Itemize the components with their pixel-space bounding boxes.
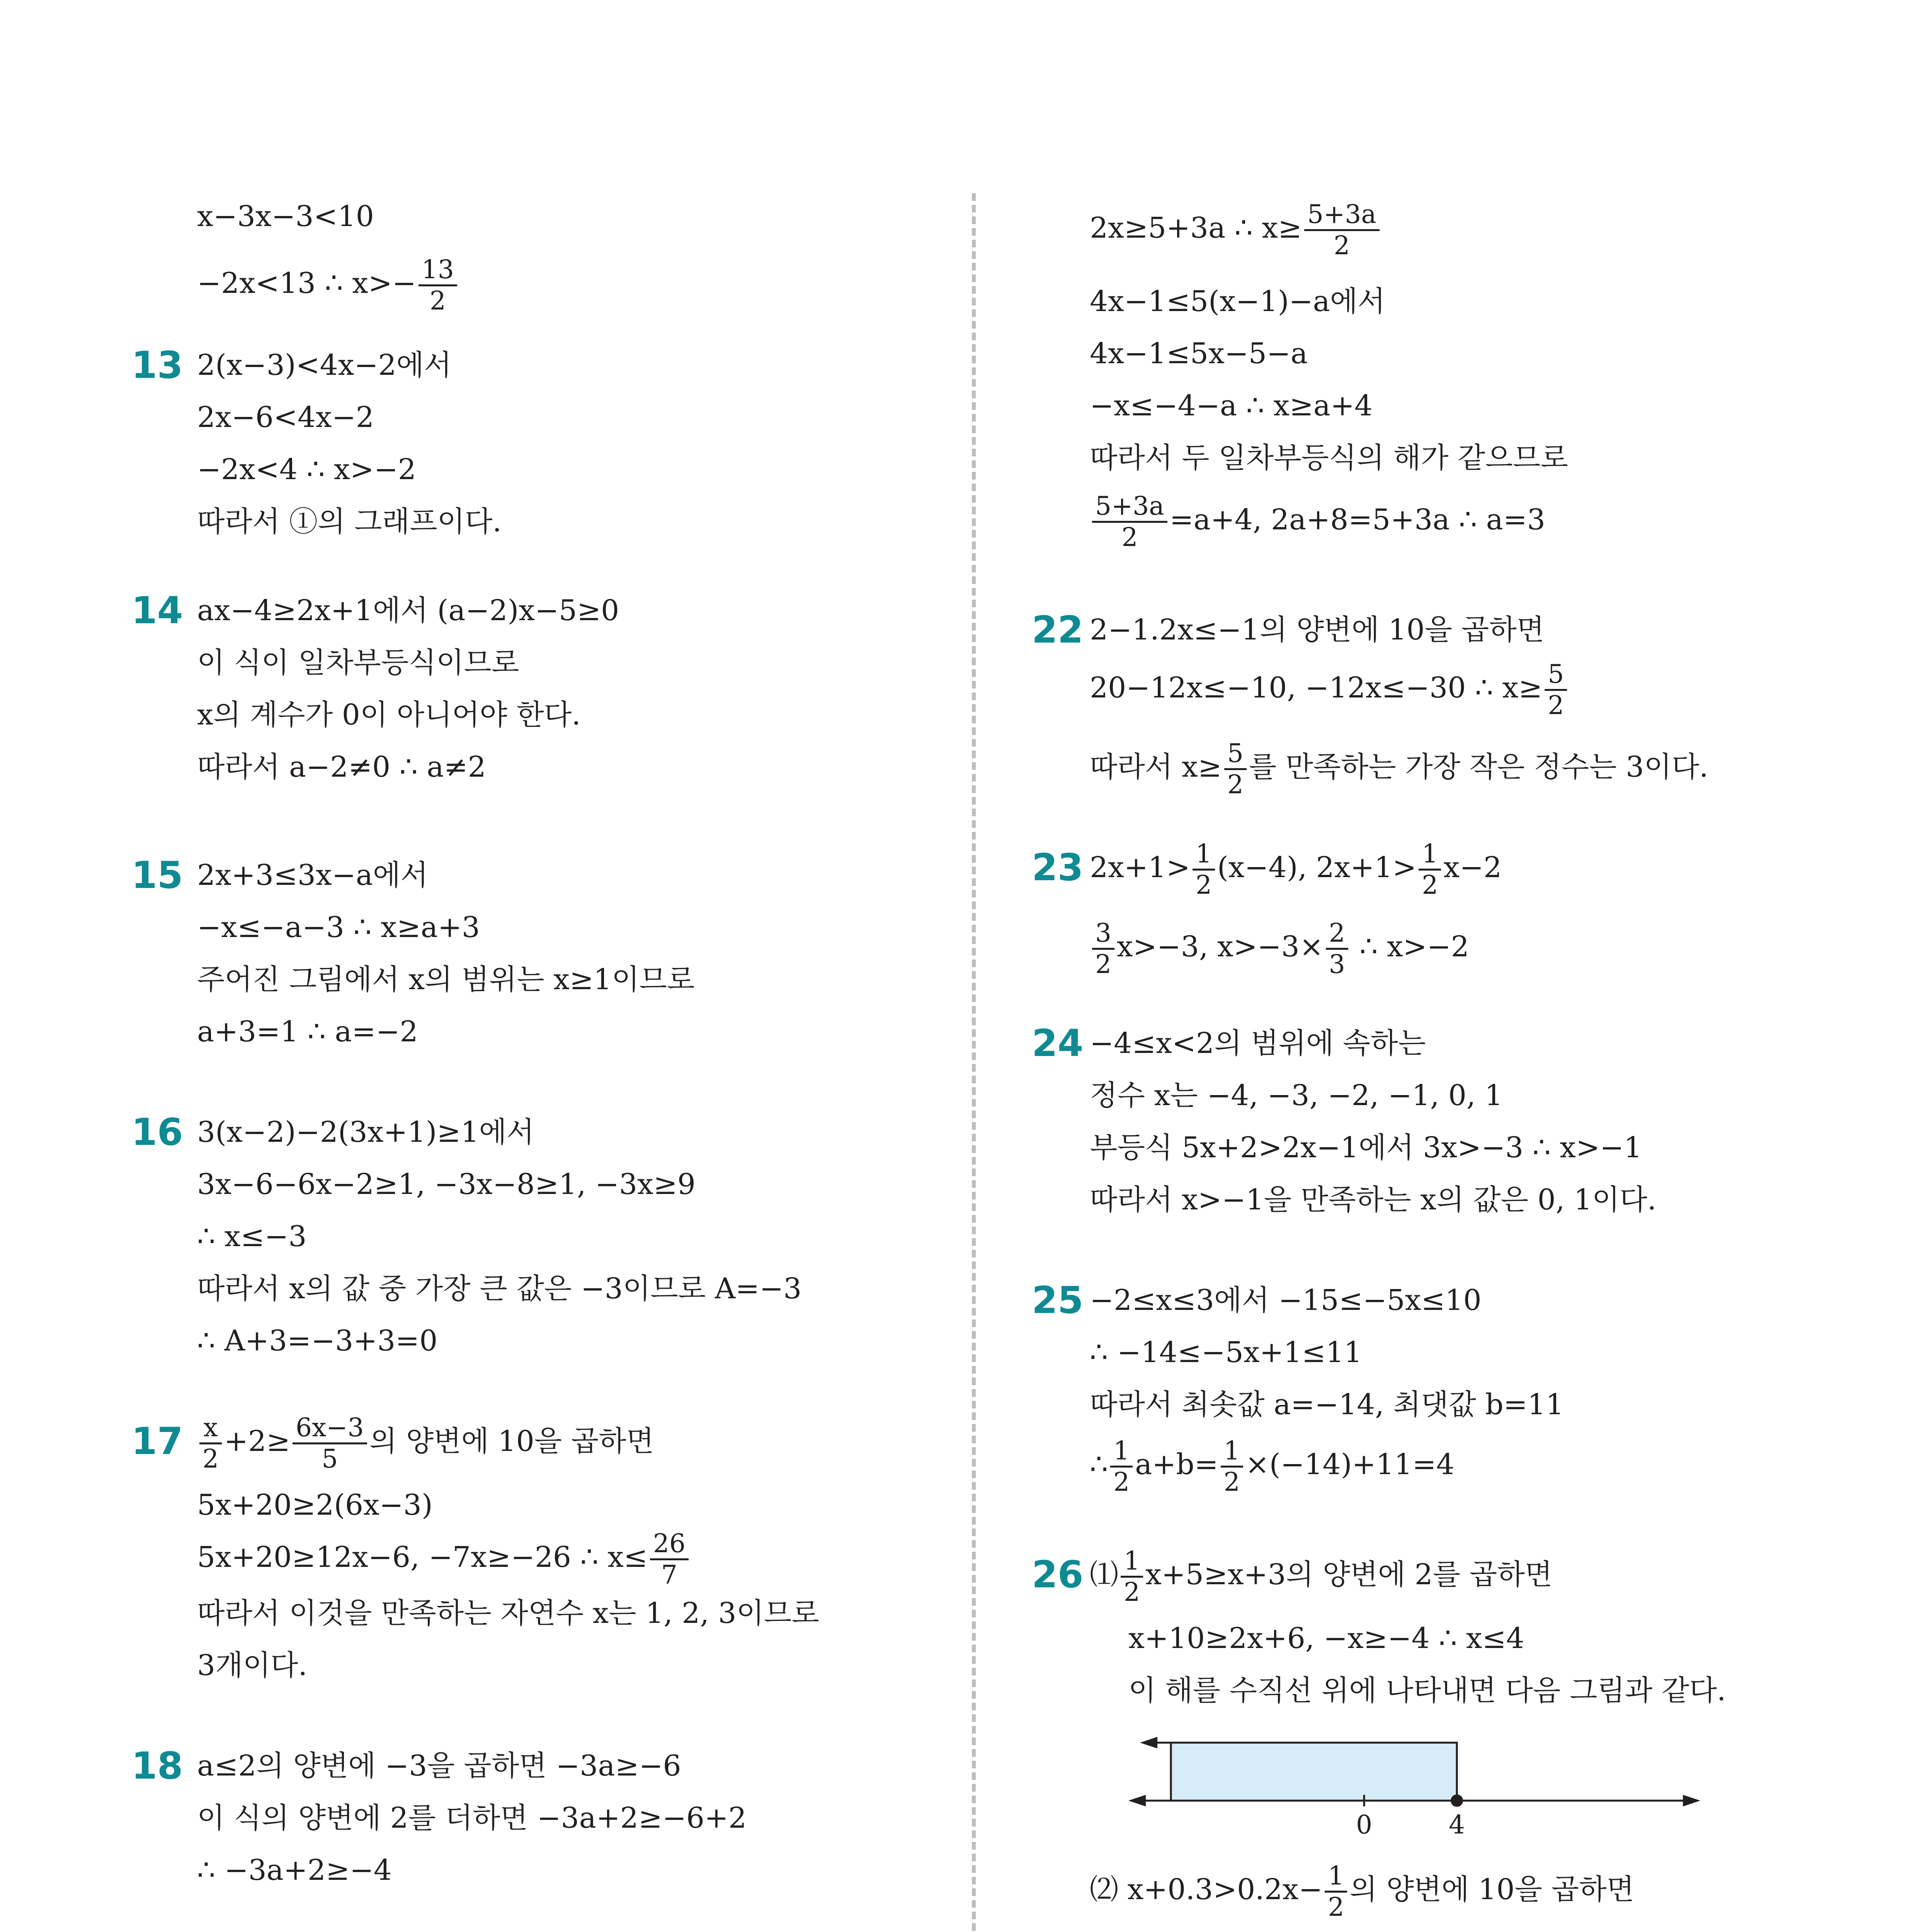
solution-line: −4≤x<2의 범위에 속하는 [1090,1027,1426,1060]
solution-line: 따라서 최솟값 a=−14, 최댓값 b=11 [1090,1388,1564,1421]
fraction: $\frac{26}{7}$ [650,1529,689,1590]
arrow-left-icon [1128,1795,1146,1806]
solution-line: −x≤−a−3 ∴ x≥a+3 [197,911,480,944]
problem-number: 25 [1032,1279,1084,1322]
solution-line: $\frac{x}{2}$ +2≥ $\frac{6x-3}{5}$ 의 양변에 10을 곱하면 [197,1406,654,1476]
solution-line: 5x+20≥2(6x−3) [197,1488,433,1522]
column-divider [972,193,976,1932]
solution-line: a≤2의 양변에 −3을 곱하면 −3a≥−6 [197,1749,681,1782]
solution-line: x+10≥2x+6, −x≥−4 ∴ x≤4 [1128,1622,1524,1655]
problem-number: 16 [131,1111,183,1154]
solution-line: 따라서 이것을 만족하는 자연수 x는 1, 2, 3이므로 [197,1597,819,1630]
carry-text: −2x<13 ∴ x>− [197,266,416,300]
problem-number: 15 [131,854,183,897]
number-line-a [1121,1716,1720,1847]
solution-line: 2x+3≤3x−a에서 [197,859,428,892]
solution-line: a+3=1 ∴ a=−2 [197,1015,418,1048]
solution-line: 3x−6−6x−2≥1, −3x−8≥1, −3x≥9 [197,1168,696,1201]
solution-line: 이 해를 수직선 위에 나타내면 다음 그림과 같다. [1128,1674,1726,1707]
closed-dot [1451,1794,1463,1807]
solution-line: 따라서 x≥ $\frac{5}{2}$ 를 만족하는 가장 작은 정수는 3이다. [1090,738,1708,800]
fraction: $\frac{1}{2}$ [1419,839,1441,900]
problem-number: 24 [1032,1022,1084,1065]
solution-line: 따라서 x>−1을 만족하는 x의 값은 0, 1이다. [1090,1183,1657,1216]
solution-line: ax−4≥2x+1에서 (a−2)x−5≥0 [197,594,619,627]
carry-line: −x≤−4−a ∴ x≥a+4 [1090,389,1373,422]
carry-line [197,255,459,316]
tick-label: 4 [1449,1810,1465,1840]
solution-line: ∴ x≤−3 [197,1220,307,1253]
problem-number: 14 [131,589,183,632]
fraction: $\frac{5}{2}$ [1224,739,1247,799]
fraction: $\frac{1}{2}$ [1325,1861,1347,1922]
problem-number: 13 [131,344,183,387]
solution-line: 5x+20≥12x−6, −7x≥−26 ∴ x≤ $\frac{26}{7}$ [197,1522,691,1592]
solution-line: 3개이다. [197,1649,308,1682]
solution-region [1171,1743,1457,1801]
solution-line: ⑵ x+0.3>0.2x− $\frac{1}{2}$ 의 양변에 10을 곱하면 [1090,1861,1634,1922]
arrow-right-icon [1683,1795,1700,1806]
solution-line: −2x<4 ∴ x>−2 [197,453,416,486]
fraction: $\frac{5}{2}$ [1545,660,1567,720]
fraction: $\frac{13}{2}$ [419,255,457,316]
solution-line: x의 계수가 0이 아니어야 한다. [197,698,581,731]
tick-label: 0 [1356,1810,1372,1840]
carry-line: 4x−1≤5x−5−a [1090,337,1308,370]
carry-line: 따라서 두 일차부등식의 해가 같으므로 [1090,441,1568,474]
solution-line: ∴ −14≤−5x+1≤11 [1090,1336,1362,1369]
fraction: $\frac{1}{2}$ [1110,1436,1133,1497]
arrow-left-icon [1140,1737,1157,1748]
solution-line: 따라서 x의 값 중 가장 큰 값은 −3이므로 A=−3 [197,1272,802,1305]
fraction: $\frac{2}{3}$ [1326,918,1348,979]
fraction: $\frac{1}{2}$ [1193,839,1215,900]
solution-line: 이 식이 일차부등식이므로 [197,646,519,679]
problem-number: 23 [1032,846,1084,889]
problem-number: 22 [1032,608,1084,651]
solution-line: ∴ $\frac{1}{2}$ a+b= $\frac{1}{2}$ ×(−14)+11=4 [1090,1436,1455,1497]
solution-line: 주어진 그림에서 x의 범위는 x≥1이므로 [197,963,695,996]
solution-line: 2x+1> $\frac{1}{2}$ (x−4), 2x+1> $\frac{1}{2}$ x−2 [1090,839,1502,900]
fraction: $\frac{5+3a}{2}$ [1092,492,1167,552]
solution-line: ∴ A+3=−3+3=0 [197,1324,438,1357]
fraction: $\frac{3}{2}$ [1092,918,1114,979]
problem-number: 17 [131,1420,183,1463]
carry-line: 2x≥5+3a ∴ x≥ $\frac{5+3a}{2}$ [1090,193,1382,263]
solution-line: $\frac{3}{2}$ x>−3, x>−3× $\frac{2}{3}$ ∴ x>−2 [1090,912,1469,981]
fraction: $\frac{1}{2}$ [1221,1436,1243,1497]
carry-line: $\frac{5+3a}{2}$ =a+4, 2a+8=5+3a ∴ a=3 [1090,485,1545,554]
fraction: $\frac{6x-3}{5}$ [293,1413,367,1474]
solution-line: 2x−6<4x−2 [197,401,374,434]
solution-line: ⑴ $\frac{1}{2}$ x+5≥x+3의 양변에 2를 곱하면 [1090,1546,1553,1607]
fraction: $\frac{5+3a}{2}$ [1304,200,1380,260]
solution-line: 따라서 a−2≠0 ∴ a≠2 [197,750,486,784]
solution-line: 2(x−3)<4x−2에서 [197,349,452,382]
problem-number: 18 [131,1744,183,1787]
solution-line: 3(x−2)−2(3x+1)≥1에서 [197,1116,534,1149]
fraction: $\frac{x}{2}$ [199,1413,222,1474]
carry-line: 4x−1≤5(x−1)−a에서 [1090,285,1385,318]
solution-line: 따라서 ①의 그래프이다. [197,505,502,538]
solution-line: 정수 x는 −4, −3, −2, −1, 0, 1 [1090,1079,1503,1112]
solution-line: 이 식의 양변에 2를 더하면 −3a+2≥−6+2 [197,1801,747,1835]
solution-line: 20−12x≤−10, −12x≤−30 ∴ x≥ $\frac{5}{2}$ [1090,653,1569,723]
fraction: $\frac{1}{2}$ [1121,1546,1143,1607]
solution-line: ∴ −3a+2≥−4 [197,1854,392,1887]
solution-line: −2≤x≤3에서 −15≤−5x≤10 [1090,1284,1482,1317]
solution-line: 2−1.2x≤−1의 양변에 10을 곱하면 [1090,613,1545,646]
problem-number: 26 [1032,1553,1084,1596]
solution-line: 부등식 5x+2>2x−1에서 3x>−3 ∴ x>−1 [1090,1131,1642,1164]
carry-line: x−3x−3<10 [197,200,374,233]
